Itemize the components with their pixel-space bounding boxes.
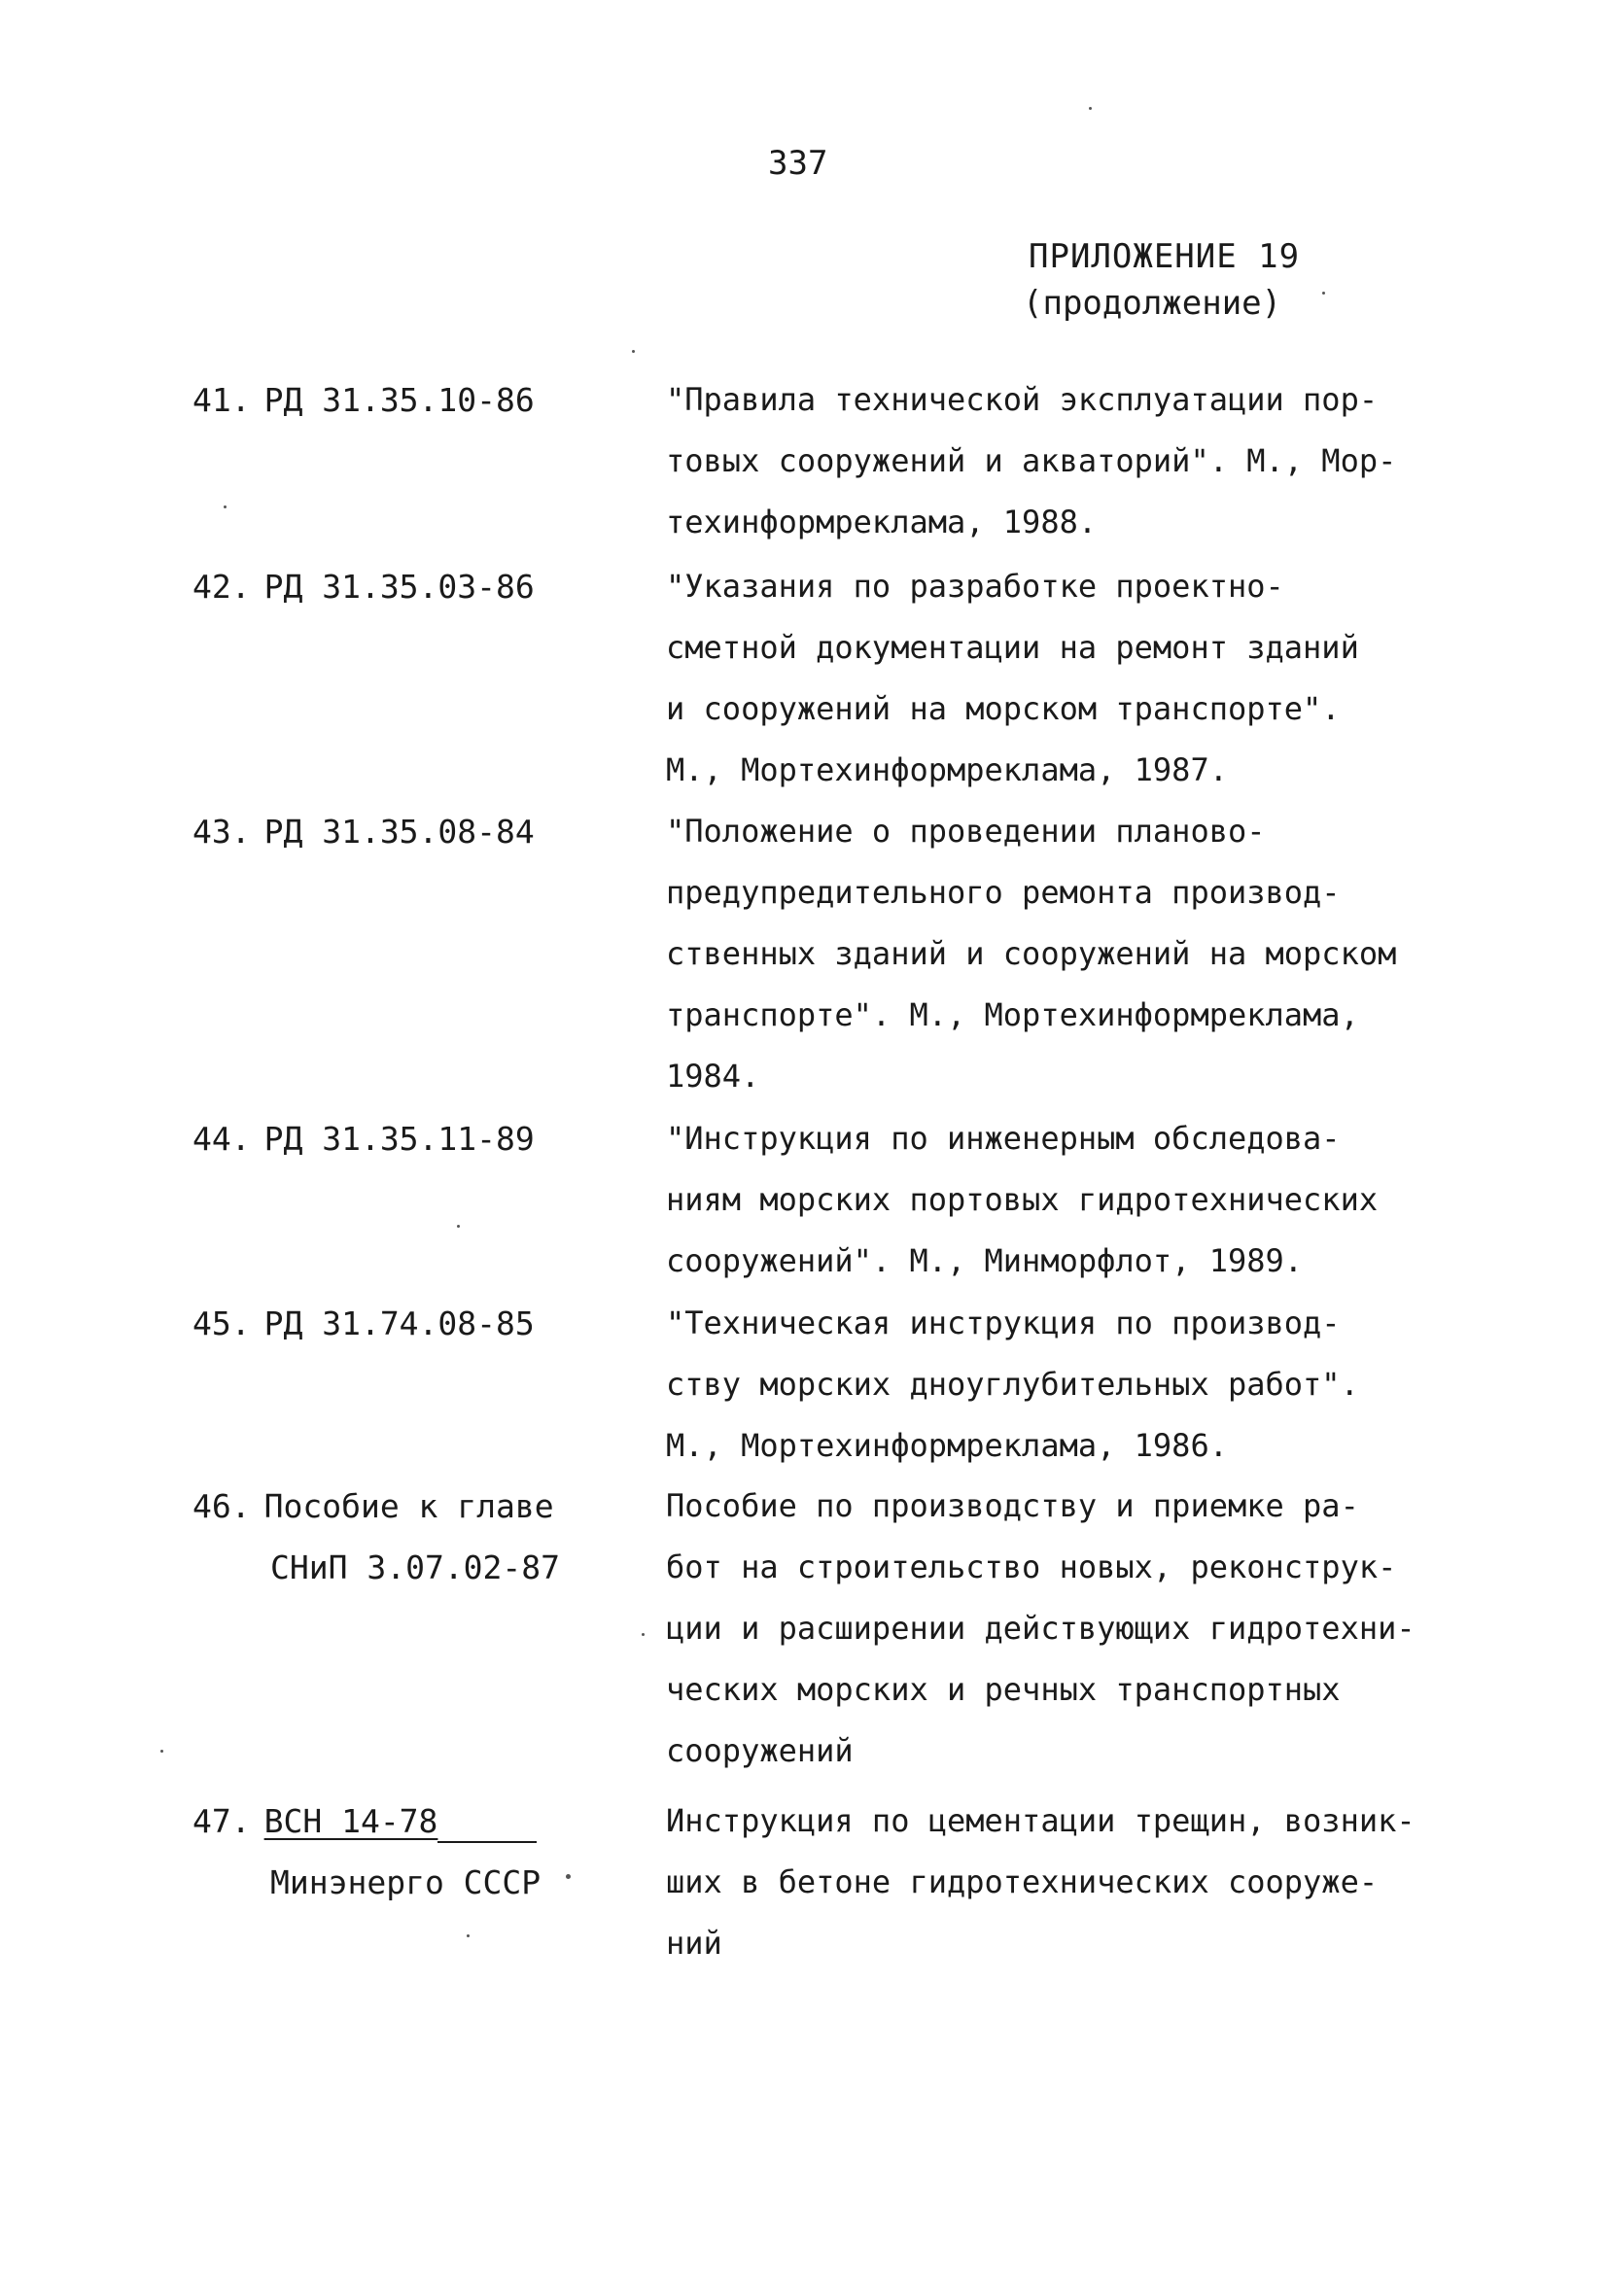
scan-speck — [467, 1934, 470, 1937]
reference-description — [666, 1791, 1521, 1974]
underline-rule — [437, 1841, 537, 1843]
description-line: Инструкция по цементации трещин, возник- — [666, 1802, 1416, 1839]
description-line: "Положение о проведении планово- — [666, 813, 1266, 850]
scan-speck — [642, 1633, 645, 1636]
scan-speck — [160, 1750, 163, 1753]
reference-code — [192, 1791, 620, 1913]
code-line: РД 31.35.11-89 — [263, 1120, 535, 1158]
reference-code — [192, 1293, 620, 1354]
description-line: техинформреклама, 1988. — [666, 504, 1098, 540]
description-line: ших в бетоне гидротехнических сооруже- — [666, 1863, 1379, 1900]
scan-speck — [1322, 292, 1325, 295]
code-line: РД 31.35.08-84 — [263, 813, 535, 851]
description-line: предупредительного ремонта производ- — [666, 874, 1341, 911]
scan-speck — [224, 505, 227, 508]
description-line: сооружений". М., Минморфлот, 1989. — [666, 1242, 1304, 1279]
appendix-subtitle: (продолжение) — [1023, 284, 1282, 323]
description-line: бот на строительство новых, реконструк- — [666, 1548, 1397, 1585]
description-line: и сооружений на морском транспорте". — [666, 690, 1341, 727]
reference-description — [666, 1108, 1521, 1292]
entry-number: 43. — [192, 813, 251, 851]
entry-number: 44. — [192, 1120, 251, 1158]
description-line: товых сооружений и акваторий". М., Мор- — [666, 442, 1397, 479]
description-line: ственных зданий и сооружений на морском — [666, 935, 1397, 972]
description-line: транспорте". М., Мортехинформреклама, — [666, 996, 1359, 1033]
description-line: сметной документации на ремонт зданий — [666, 629, 1359, 666]
reference-description — [666, 369, 1521, 553]
description-line: сооружений — [666, 1732, 854, 1769]
description-line: М., Мортехинформреклама, 1986. — [666, 1427, 1228, 1464]
description-line: "Техническая инструкция по производ- — [666, 1305, 1341, 1341]
entry-number: 47. — [192, 1802, 251, 1840]
scan-speck — [632, 350, 635, 353]
scan-speck — [1089, 107, 1092, 110]
reference-description — [666, 1476, 1521, 1782]
reference-description — [666, 801, 1521, 1107]
code-line: РД 31.35.03-86 — [263, 568, 535, 606]
description-line: ству морских дноуглубительных работ". — [666, 1366, 1359, 1403]
description-line: ческих морских и речных транспортных — [666, 1671, 1341, 1708]
description-line: ниям морских портовых гидротехнических — [666, 1181, 1379, 1218]
reference-code — [192, 1108, 620, 1169]
description-line: Пособие по производству и приемке ра- — [666, 1487, 1359, 1524]
code-line: ВСН 14-78 — [263, 1802, 438, 1840]
scan-speck — [566, 1874, 571, 1879]
description-line: "Инструкция по инженерным обследова- — [666, 1120, 1341, 1157]
entry-number: 41. — [192, 381, 251, 419]
description-line: 1984. — [666, 1058, 760, 1095]
code-line: Пособие к главе — [263, 1487, 554, 1525]
reference-code — [192, 1476, 620, 1598]
appendix-title: ПРИЛОЖЕНИЕ 19 — [1029, 237, 1301, 276]
reference-code — [192, 369, 620, 431]
description-line: "Указания по разработке проектно- — [666, 568, 1284, 605]
page-number: 337 — [768, 144, 828, 183]
entry-number: 45. — [192, 1305, 251, 1342]
code-line: РД 31.74.08-85 — [263, 1305, 535, 1342]
entry-number: 46. — [192, 1487, 251, 1525]
entry-number: 42. — [192, 568, 251, 606]
description-line: ции и расширении действующих гидротехни- — [666, 1610, 1416, 1647]
reference-code — [192, 556, 620, 617]
code-line: СНиП 3.07.02-87 — [270, 1548, 561, 1586]
scan-speck — [457, 1225, 460, 1228]
code-line: Минэнерго СССР — [270, 1863, 542, 1901]
code-line: РД 31.35.10-86 — [263, 381, 535, 419]
reference-code — [192, 801, 620, 862]
description-line: ний — [666, 1925, 722, 1962]
reference-description — [666, 1293, 1521, 1477]
reference-description — [666, 556, 1521, 801]
description-line: "Правила технической эксплуатации пор- — [666, 381, 1379, 418]
description-line: М., Мортехинформреклама, 1987. — [666, 751, 1228, 788]
